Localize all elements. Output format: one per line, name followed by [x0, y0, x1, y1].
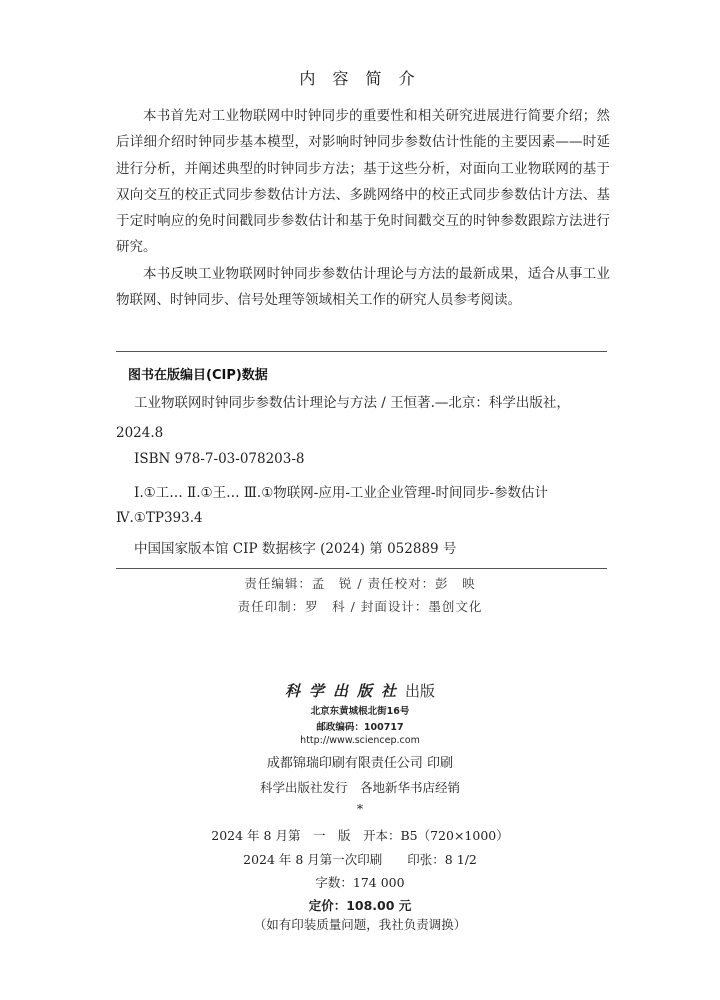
price: 定价：108.00 元: [308, 898, 412, 913]
publisher-name: [0, 680, 720, 701]
cip-heading: 图书在版编目(CIP)数据: [128, 368, 268, 383]
cip-isbn: ISBN 978-7-03-078203-8: [134, 451, 305, 467]
cip-bottom-rule: [116, 568, 607, 569]
credits-production: 责任印制：罗 科 / 封面设计：墨创文化: [237, 599, 483, 614]
cip-classification: Ⅰ.①工… Ⅱ.①王… Ⅲ.①物联网-应用-工业企业管理-时间同步-参数估计 Ⅳ.①TP393.4: [116, 485, 549, 526]
summary-title: 内 容 简 介: [299, 69, 421, 88]
cip-date: 2024.8: [116, 425, 164, 441]
edition-line: 2024 年 8 月第 一 版 开本：B5（720×1000）: [211, 828, 509, 843]
separator-star: *: [356, 801, 364, 816]
print-line: 2024 年 8 月第一次印刷 印张：8 1/2: [243, 852, 477, 867]
distribution: 科学出版社发行 各地新华书店经销: [259, 780, 460, 795]
summary-paragraph-1: 本书首先对工业物联网中时钟同步的重要性和相关研究进展进行简要介绍；然后详细介绍时钟同步基本模型，对影响时钟同步参数估计性能的主要因素——时延进行分析，并阐述典型的时钟同步方法；基于这些分析，对面向工业物联网的基于双向交互的校正式同步参数估计方法、多跳网络中的校正式同步参数估计方法、基于定时响应的免时间戳同步参数估计和基于免时间戳交互的时钟参数跟踪方法进行研究。: [116, 108, 610, 256]
publisher-logo: 科学出版社: [284, 682, 405, 700]
summary-body: [116, 103, 610, 313]
word-count: 字数：174 000: [315, 875, 405, 890]
publisher-postcode: 邮政编码：100717: [316, 722, 404, 733]
quality-note: （如有印装质量问题，我社负责调换）: [253, 917, 467, 932]
credits-editors: 责任编辑：孟 锐 / 责任校对：彭 映: [244, 576, 476, 591]
cip-top-rule: [116, 351, 607, 352]
cip-title-line: 工业物联网时钟同步参数估计理论与方法 / 王恒著.—北京：科学出版社，: [134, 395, 570, 411]
publisher-suffix: 出版: [405, 682, 436, 700]
cip-verification: 中国国家版本馆 CIP 数据核字 (2024) 第 052889 号: [134, 541, 457, 557]
printer: 成都锦瑞印刷有限责任公司 印刷: [266, 756, 454, 771]
publisher-address: 北京东黄城根北街16号: [310, 706, 410, 717]
summary-paragraph-2: 本书反映工业物联网时钟同步参数估计理论与方法的最新成果，适合从事工业物联网、时钟同步、信号处理等领域相关工作的研究人员参考阅读。: [116, 265, 610, 309]
publisher-website: http://www.sciencep.com: [300, 735, 420, 746]
